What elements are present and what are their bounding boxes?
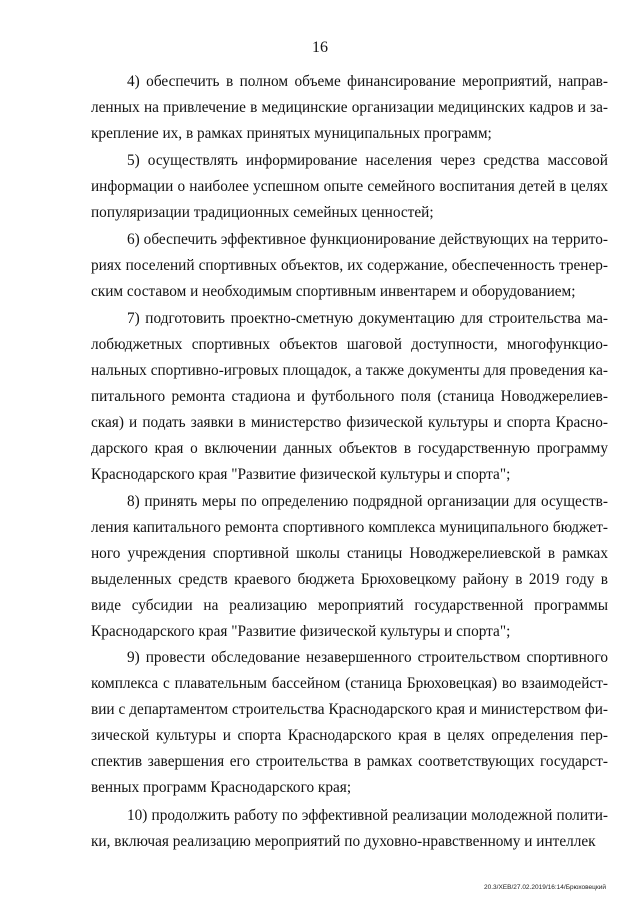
paragraph-item-6: 6) обеспечить эффективное функционирование действующих на территориях поселений спортивных объектов, их содержание, обеспеченность тренерским составом и необходимым спортивным инвентарем и оборудованием;	[91, 231, 608, 300]
paragraph-item-9: 9) провести обследование незавершенного строительством спортивного комплекса с плавательным бассейном (станица Брюховецкая) во взаимодействии с департаментом строительства Краснодарского края и министерством физической культуры и спорта Краснодарского края в целях определения перспектив завершения его строительства в рамках соответствующих государственных программ Краснодарского края;	[91, 649, 608, 796]
paragraph-item-5: 5) осуществлять информирование населения через средства массовой информации о наиболее успешном опыте семейного воспитания детей в целях популяризации традиционных семейных ценностей;	[91, 152, 608, 221]
document-footer-stamp: 20.3/ХЕВ/27.02.2019/16:14/Брюховецкий	[484, 884, 606, 891]
paragraph-item-10: 10) продолжить работу по эффективной реализации молодежной политики, включая реализацию мероприятий по духовно-нравственному и интеллек	[91, 807, 608, 850]
page-number: 16	[312, 39, 328, 56]
paragraph-item-7: 7) подготовить проектно-сметную документацию для строительства малобюджетных спортивных объектов шаговой доступности, многофункциональных спортивно-игровых площадок, а также документы для проведения капитального ремонта стадиона и футбольного поля (станица Новоджерелиевская) и подать заявки в министерство физической культуры и спорта Краснодарского края о включении данных объектов в государственную программу Краснодарского края "Развитие физической культуры и спорта";	[91, 310, 608, 483]
paragraph-item-8: 8) принять меры по определению подрядной организации для осуществления капитального ремонта спортивного комплекса муниципального бюджетного учреждения спортивной школы станицы Новоджерелиевской в рамках выделенных средств краевого бюджета Брюховецкому району в 2019 году в виде субсидии на реализацию мероприятий государственной программы Краснодарского края "Развитие физической культуры и спорта";	[91, 493, 608, 640]
paragraph-item-4: 4) обеспечить в полном объеме финансирование мероприятий, направленных на привлечение в медицинские организации медицинских кадров и закрепление их, в рамках принятых муниципальных программ;	[91, 73, 608, 142]
